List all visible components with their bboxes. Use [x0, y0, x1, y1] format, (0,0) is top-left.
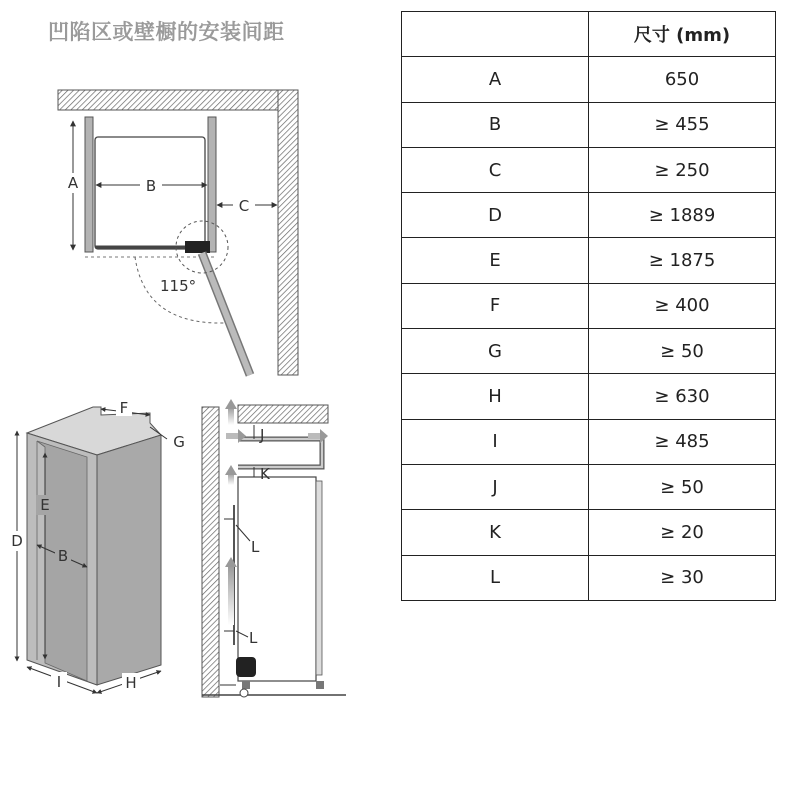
- label-d: D: [11, 532, 23, 550]
- row-code: C: [402, 147, 589, 192]
- label-b: B: [145, 177, 157, 195]
- row-value: ≥ 250: [589, 147, 776, 192]
- table-row: [402, 283, 776, 328]
- dimensions-table: [401, 11, 776, 601]
- table-row: [402, 193, 776, 238]
- label-b-perspective: B: [57, 547, 69, 565]
- compressor: [236, 657, 256, 677]
- row-code: B: [402, 102, 589, 147]
- back-wall: [202, 407, 219, 697]
- angle-label: 115°: [160, 277, 197, 295]
- label-i: I: [56, 673, 62, 691]
- row-value: ≥ 455: [589, 102, 776, 147]
- label-a: A: [67, 174, 79, 192]
- side-view-diagram: [198, 395, 348, 707]
- row-code: J: [402, 464, 589, 509]
- ceiling: [238, 405, 328, 423]
- row-code: F: [402, 283, 589, 328]
- table-row: [402, 329, 776, 374]
- row-value: ≥ 50: [589, 464, 776, 509]
- row-value: ≥ 50: [589, 329, 776, 374]
- row-code: I: [402, 419, 589, 464]
- fridge-side: [238, 477, 316, 681]
- table-row: [402, 102, 776, 147]
- table-row: [402, 374, 776, 419]
- table-row: [402, 57, 776, 102]
- label-e: E: [40, 496, 50, 514]
- header-size: 尺寸 (mm): [589, 12, 776, 57]
- row-value: ≥ 630: [589, 374, 776, 419]
- label-k: K: [260, 465, 270, 483]
- row-value: 650: [589, 57, 776, 102]
- label-f: F: [119, 399, 129, 417]
- row-code: G: [402, 329, 589, 374]
- cabinet-right-face: [97, 435, 161, 685]
- row-code: L: [402, 555, 589, 600]
- row-code: A: [402, 57, 589, 102]
- label-c: C: [238, 197, 250, 215]
- table-row: [402, 555, 776, 600]
- right-wall: [278, 90, 298, 375]
- row-code: D: [402, 193, 589, 238]
- row-value: ≥ 485: [589, 419, 776, 464]
- row-code: E: [402, 238, 589, 283]
- label-h: H: [125, 674, 137, 692]
- table-row: [402, 464, 776, 509]
- table-row: [402, 419, 776, 464]
- row-code: K: [402, 510, 589, 555]
- row-value: ≥ 1875: [589, 238, 776, 283]
- table-row: [402, 510, 776, 555]
- table-header-row: [402, 12, 776, 57]
- row-value: ≥ 1889: [589, 193, 776, 238]
- left-panel: [85, 117, 93, 252]
- label-l-lower: L: [249, 629, 258, 647]
- page-title: 凹陷区或壁橱的安装间距: [48, 20, 285, 44]
- table-row: [402, 147, 776, 192]
- row-value: ≥ 30: [589, 555, 776, 600]
- perspective-diagram: [5, 395, 200, 705]
- row-value: ≥ 20: [589, 510, 776, 555]
- table-row: [402, 238, 776, 283]
- top-wall: [58, 90, 298, 110]
- header-code: [402, 12, 589, 57]
- label-j: J: [260, 426, 265, 444]
- label-g: G: [173, 433, 185, 451]
- row-code: H: [402, 374, 589, 419]
- label-l-upper: L: [251, 538, 260, 556]
- top-view-diagram: [50, 85, 305, 380]
- row-value: ≥ 400: [589, 283, 776, 328]
- right-panel: [208, 117, 216, 252]
